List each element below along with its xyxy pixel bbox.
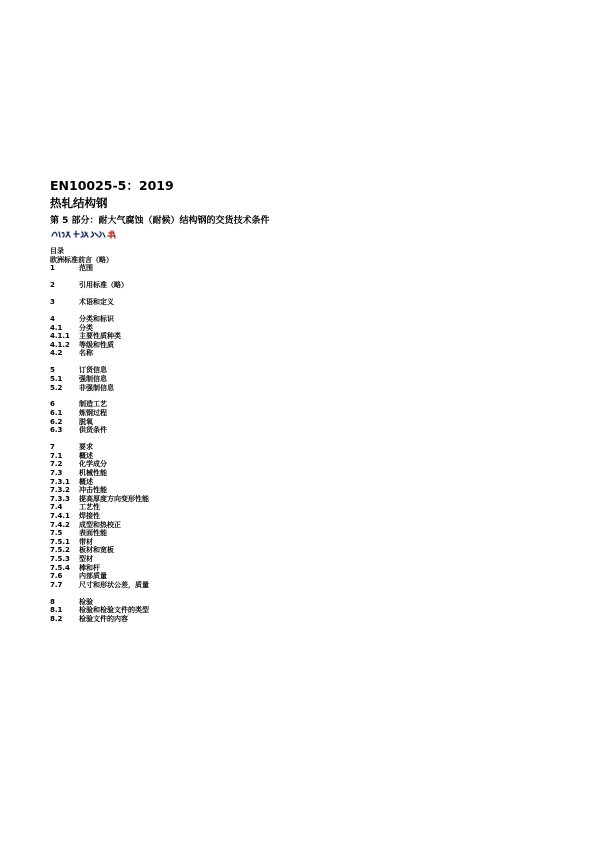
toc-entry-title: 焊接性: [79, 512, 100, 520]
toc-entry: [50, 572, 350, 581]
toc-entry-number: 7.1: [50, 451, 63, 460]
toc-entry-title: 检验和检验文件的类型: [79, 606, 149, 615]
toc-entry-number: 5.1: [50, 374, 63, 383]
toc-entry-title: 冲击性能: [79, 486, 107, 495]
toc-entry-title: 炼钢过程: [79, 409, 107, 418]
toc-entry: [50, 426, 350, 435]
toc-entry-number: 7.2: [50, 460, 63, 469]
toc-entry: [50, 503, 350, 512]
toc-entry-number: 6: [50, 400, 55, 409]
toc-entry-number: 7.3: [50, 469, 63, 478]
toc-entry: [50, 409, 350, 418]
toc-entry-title: 板材和宽板: [79, 546, 114, 555]
toc-entry-title: 概述: [79, 451, 93, 460]
toc-entry-title: 订货信息: [79, 366, 107, 375]
toc-entry-title: 非强制信息: [79, 383, 114, 392]
toc-entry: [50, 486, 350, 495]
toc-entry: [50, 555, 350, 564]
toc-entry-number: 4.1.2: [50, 340, 70, 349]
toc-entry-title: 名称: [79, 349, 93, 358]
toc-entry-number: 7.5.1: [50, 537, 70, 546]
toc-entry-title: 分类和标识: [79, 314, 114, 323]
toc-entry: [50, 564, 350, 573]
toc-entry-title: 工艺性: [79, 503, 100, 512]
toc-entry-number: 4: [50, 314, 55, 323]
toc-entry-title: 强制信息: [79, 374, 107, 383]
toc-entry-title: 棒和杆: [79, 563, 100, 572]
toc-entry: [50, 324, 350, 333]
toc-entry-number: 4.1: [50, 323, 63, 332]
toc-entry-number: 7.5.3: [50, 554, 70, 563]
document-code: EN10025-5：2019: [50, 178, 174, 193]
toc-entry: [50, 512, 350, 521]
toc-entry: [50, 281, 350, 290]
toc-entry-number: 7.3.1: [50, 477, 70, 486]
toc-entry-number: 7.5.2: [50, 546, 70, 555]
document-title: 热轧结构钢: [50, 196, 108, 210]
toc-entry-title: 制造工艺: [79, 400, 107, 409]
toc-entry-number: 7.6: [50, 572, 63, 581]
toc-entry-number: 7: [50, 443, 55, 452]
toc-entry-title: 表面性能: [79, 529, 107, 538]
toc-entry-title: 脱氧: [79, 417, 93, 426]
toc-entry-title: 化学成分: [79, 460, 107, 469]
toc-entry-title: 内部质量: [79, 572, 107, 581]
document-subtitle: 第 5 部分：耐大气腐蚀（耐候）结构钢的交货技术条件: [50, 216, 270, 226]
toc-entry: [50, 529, 350, 538]
toc-entry: [50, 298, 350, 307]
toc-entry-number: 8.2: [50, 614, 63, 623]
toc-entry-title: 机械性能: [79, 469, 107, 478]
toc-heading: 目录: [50, 247, 64, 255]
toc-entry-title: 引用标准（略）: [79, 280, 128, 289]
toc-entry-title: 型材: [79, 554, 93, 563]
toc-entry: [50, 546, 350, 555]
toc-entry-number: 6.2: [50, 417, 63, 426]
toc-entry-title: 范围: [79, 264, 93, 272]
toc-entry-title: 主要性质种类: [79, 332, 121, 341]
toc-entry: [50, 375, 350, 384]
toc-entry: [50, 606, 350, 615]
toc-entry: [50, 349, 350, 358]
toc-entry: [50, 615, 350, 624]
toc-entry: [50, 341, 350, 350]
toc-entry-number: 1: [50, 264, 55, 272]
toc-entry: [50, 418, 350, 427]
toc-entry-title: 等级和性质: [79, 340, 114, 349]
toc-entry-title: 带材: [79, 537, 93, 546]
toc-entry-number: 7.7: [50, 580, 63, 589]
toc-list: [50, 264, 350, 624]
toc-entry-title: 概述: [79, 477, 93, 486]
toc-entry: [50, 443, 350, 452]
toc-entry-title: 分类: [79, 323, 93, 332]
toc-entry: [50, 366, 350, 375]
toc-entry: [50, 332, 350, 341]
toc-entry-number: 6.3: [50, 426, 63, 435]
toc-entry: [50, 460, 350, 469]
handwritten-signature: [50, 228, 120, 240]
toc-entry-number: 7.4: [50, 503, 63, 512]
toc-entry-number: 7.3.2: [50, 486, 70, 495]
toc-entry-number: 8: [50, 597, 55, 606]
toc-entry-title: 检验文件的内容: [79, 614, 128, 623]
toc-entry-title: 成型和热校正: [79, 520, 121, 529]
toc-entry-number: 5.2: [50, 383, 63, 392]
toc-entry: [50, 521, 350, 530]
toc-entry-number: 7.4.2: [50, 520, 70, 529]
toc-entry-number: 4.1.1: [50, 332, 70, 341]
toc-entry-number: 3: [50, 297, 55, 306]
toc-entry-number: 8.1: [50, 606, 63, 615]
toc-entry-title: 检验: [79, 597, 93, 606]
toc-entry: [50, 400, 350, 409]
toc-entry-title: 供货条件: [79, 426, 107, 435]
toc-entry-number: 7.4.1: [50, 512, 70, 520]
toc-entry-title: 要求: [79, 443, 93, 452]
toc-entry-number: 7.3.3: [50, 494, 70, 503]
toc-entry: [50, 264, 350, 273]
toc-entry-title: 尺寸和形状公差，质量: [79, 580, 149, 589]
toc-entry: [50, 469, 350, 478]
toc-entry-number: 4.2: [50, 349, 63, 358]
toc-entry: [50, 315, 350, 324]
toc-entry-number: 6.1: [50, 409, 63, 418]
toc-entry-title: 提高厚度方向变形性能: [79, 494, 149, 503]
toc-entry-number: 2: [50, 280, 55, 289]
toc-entry: [50, 478, 350, 487]
toc-entry-number: 7.5: [50, 529, 63, 538]
toc-entry-number: 5: [50, 366, 55, 375]
toc-entry-number: 7.5.4: [50, 563, 70, 572]
toc-entry: [50, 384, 350, 393]
toc-entry-title: 术语和定义: [79, 297, 114, 306]
toc-entry: [50, 581, 350, 590]
toc-foreword: 欧洲标准前言（略）: [50, 256, 113, 264]
